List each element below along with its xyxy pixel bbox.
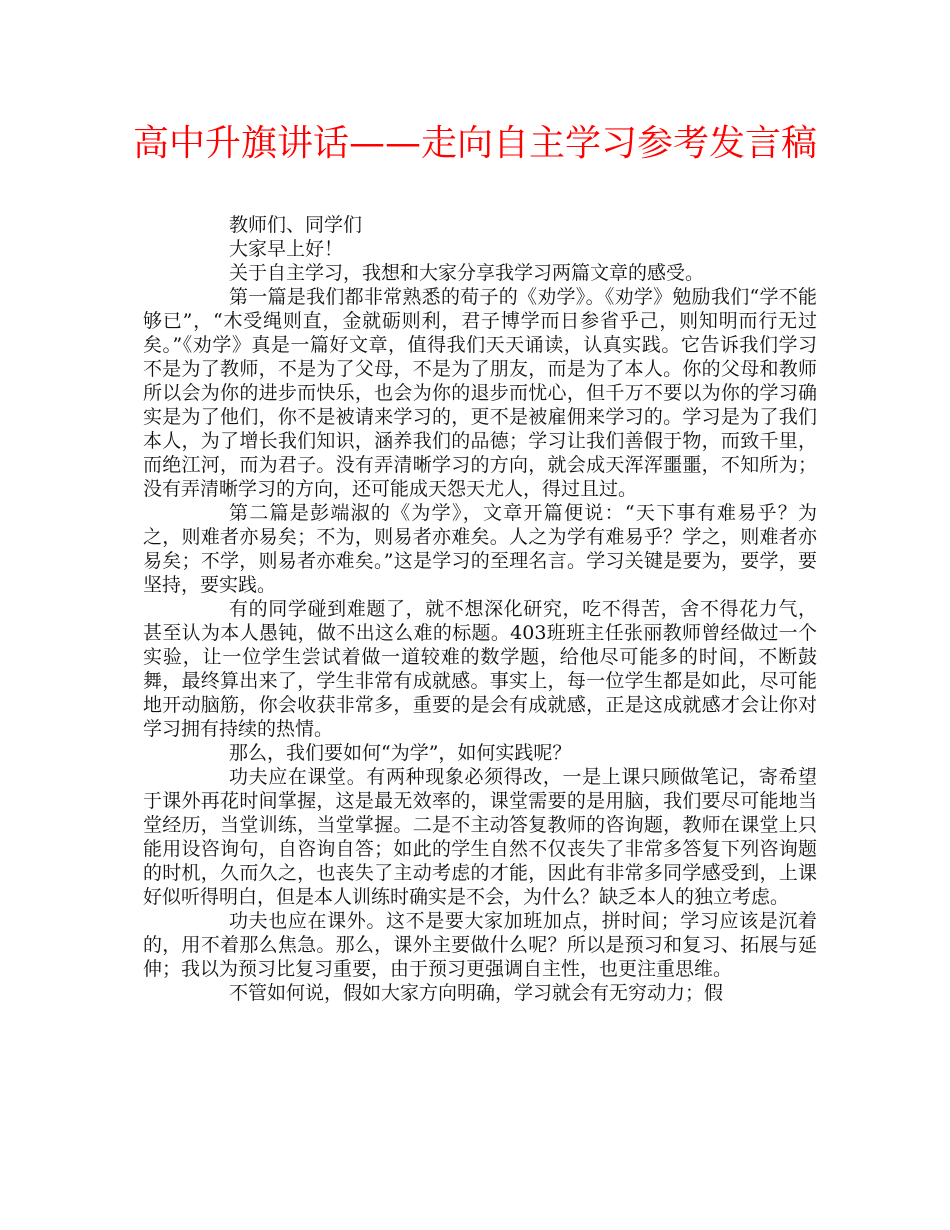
paragraph-after-class: 功夫也应在课外。这不是要大家加班加点，拼时间；学习应该是沉着的，用不着那么焦急。那么，课外主要做什么呢？所以是预习和复习、拓展与延伸；我以为预习比复习重要，由于预习更强调自主性，也更注重思维。 xyxy=(143,910,817,980)
paragraph-difficult-problems: 有的同学碰到难题了，就不想深化研究，吃不得苦，舍不得花力气，甚至认为本人愚钝，做不出这么难的标题。403班班主任张丽教师曾经做过一个实验，让一位学生尝试着做一道较难的数学题，给他尽可能多的时间，不断鼓舞，最终算出来了，学生非常有成就感。事实上，每一位学生都是如此，尽可能地开动脑筋，你会收获非常多，重要的是会有成就感，正是这成就感才会让你对学习拥有持续的热情。 xyxy=(143,598,817,740)
document-body xyxy=(143,213,817,1005)
document-title: 高中升旗讲话——走向自主学习参考发言稿 xyxy=(132,123,817,164)
paragraph-intro: 关于自主学习，我想和大家分享我学习两篇文章的感受。 xyxy=(229,262,705,284)
paragraph-quanxue: 第一篇是我们都非常熟悉的荀子的《劝学》。《劝学》勉励我们“学不能够已”，“木受绳则直，金就砺则利，君子博学而日参省乎己，则知明而行无过矣。”《劝学》真是一篇好文章，值得我们天天诵读，认真实践。它告诉我们学习不是为了教师，不是为了父母，不是为了朋友，而是为了本人。你的父母和教师所以会为你的进步而快乐，也会为你的退步而忧心，但千万不要以为你的学习确实是为了他们，你不是被请来学习的，更不是被雇佣来学习的。学习是为了我们本人，为了增长我们知识，涵养我们的品德；学习让我们善假于物，而致千里，而绝江河，而为君子。没有弄清晰学习的方向，就会成天浑浑噩噩，不知所为；没有弄清晰学习的方向，还可能成天怨天尤人，得过且过。 xyxy=(143,286,817,500)
paragraph-weixue: 第二篇是彭端淑的《为学》，文章开篇便说：“天下事有难易乎？为之，则难者亦易矣；不为，则易者亦难矣。人之为学有难易乎？学之，则难者亦易矣；不学，则易者亦难矣。”这是学习的至理名言。学习关键是要为，要学，要坚持，要实践。 xyxy=(143,502,817,596)
paragraph-classroom: 功夫应在课堂。有两种现象必须得改，一是上课只顾做笔记，寄希望于课外再花时间掌握，这是最无效率的，课堂需要的是用脑，我们要尽可能地当堂经历，当堂训练，当堂掌握。二是不主动答复教师的咨询题，教师在课堂上只能用设咨询句，自咨询自答；如此的学生自然不仅丧失了非常多答复下列咨询题的时机，久而久之，也丧失了主动考虑的才能，因此有非常多同学感受到，上课好似听得明白，但是本人训练时确实是不会，为什么？缺乏本人的独立考虑。 xyxy=(143,766,817,908)
paragraph-conclusion: 不管如何说，假如大家方向明确，学习就会有无穷动力；假 xyxy=(229,982,724,1004)
paragraph-good-morning: 大家早上好！ xyxy=(229,238,344,260)
paragraph-greeting-teachers: 教师们、同学们 xyxy=(229,214,363,236)
paragraph-question: 那么，我们要如何“为学”，如何实践呢？ xyxy=(229,742,572,764)
